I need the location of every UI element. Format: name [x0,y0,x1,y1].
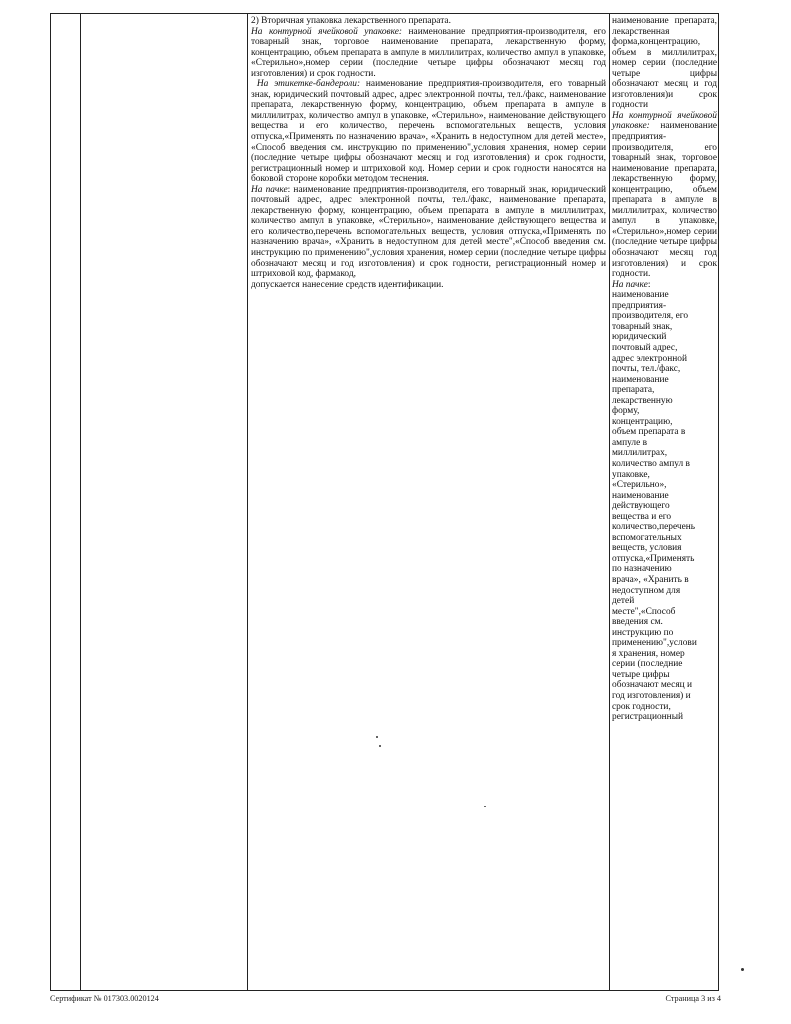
side-paragraph-3 [612,280,717,723]
box-text: : наименование предприятия-производителя, его товарный знак, юридический почтовый адрес, адрес электронной почты, тел./факс, наименование препарата, лекарственную форму, концентрацию, объем препарата в ампуле в миллилитрах, количество ампул в упаковке, «Стерильно», наименование действующего вещества и его количество,перечень вспомогательных веществ, условия отпуска,«Применять по назначению врача», «Хранить в недоступном для детей месте",«Способ введения см. инструкцию по применению",условия хранения, номер серии (последние четыре цифры обозначают месяц и год изготовления) и срок годности, регистрационный номер и штриховой код, фармакод, [251,184,606,280]
label-paragraph [251,79,606,184]
page-number: Страница 3 из 4 [665,994,721,1003]
side-blister-label: На контурной ячейковой упаковке: [612,110,717,132]
side-paragraph-1: наименование препарата, лекарственная форма,концентрацию, объем в миллилитрах, номер серии (последние четыре цифры обозначают месяц и год изготовления)и срок годности [612,16,717,111]
box-paragraph [251,185,606,280]
section-heading: 2) Вторичная упаковка лекарственного препарата. [251,16,451,26]
scan-speck [376,736,378,738]
method-text [610,14,718,723]
side-blister-text: наименование предприятия-производителя, его товарный знак, торговое наименование препарата, лекарственную форму, концентрацию, объем препарата в ампуле в миллилитрах, количество ампул в упаковке, «Стерильно»,номер серии (последние четыре цифры обозначают месяц год изготовления) и срок годности. [612,121,717,280]
identification-paragraph: допускается нанесение средств идентификации. [251,279,444,290]
label-label: На этикетке-бандероли: [256,79,361,90]
box-label: На пачке [251,184,288,195]
scan-speck [379,745,381,747]
scan-speck [741,968,744,971]
packaging-spec-table [50,13,719,991]
method-cell [610,14,719,991]
requirements-cell [248,14,610,991]
blister-label: На контурной ячейковой упаковке: [251,26,403,37]
blister-paragraph [251,27,606,80]
side-box-text: : наименование предприятия- производителя, его товарный знак, юридический почтовый адрес, адрес электронной почты, тел./факс, наименование препарата, лекарственную форму, концентрацию, объем препарата в ампуле в миллилитрах, количество ампул в упаковке, «Стерильно», наименование действующего вещества и его количество,перечень вспомогательных веществ, условия отпуска,«Применять по назначению врача», «Хранить в недоступном для детей месте",«Способ введения см. инструкцию по применению",услови я хранения, номер серии (последние четыре цифры обозначают месяц и год изготовления) и срок годности, регистрационный [612,279,697,723]
table-row [51,14,719,991]
requirements-text [248,14,609,290]
number-cell [51,14,81,991]
side-paragraph-2 [612,111,717,280]
parameter-cell [81,14,248,991]
blister-text: наименование предприятия-производителя, его товарный знак, торговое наименование препарата, лекарственную форму, концентрацию, объем препарата в ампуле в миллилитрах, количество ампул в упаковке, «Стерильно»,номер серии (последние четыре цифры обозначают месяц год изготовления) и срок годности. [251,26,606,79]
certificate-number: Сертификат № 017303.0020124 [50,994,159,1003]
side-box-label: На пачке [612,279,648,290]
scan-speck [484,806,486,807]
label-text: наименование предприятия-производителя, его товарный знак, юридический почтовый адрес, адрес электронной почты, тел./факс, наименование препарата, лекарственную форму, концентрацию, объем препарата в ампуле в миллилитрах, количество ампул в упаковке, «Стерильно», наименование действующего вещества и его количество, перечень вспомогательных веществ, условия отпуска,«Применять по назначению врача», «Хранить в недоступном для детей месте», «Способ введения см. инструкцию по применению",условия хранения, номер серии (последние четыре цифры обозначают месяц и год изготовления) и срок годности, регистрационный номер и штриховой код. Номер серии и срок годности наносятся на боковой стороне коробки методом теснения. [251,79,607,185]
